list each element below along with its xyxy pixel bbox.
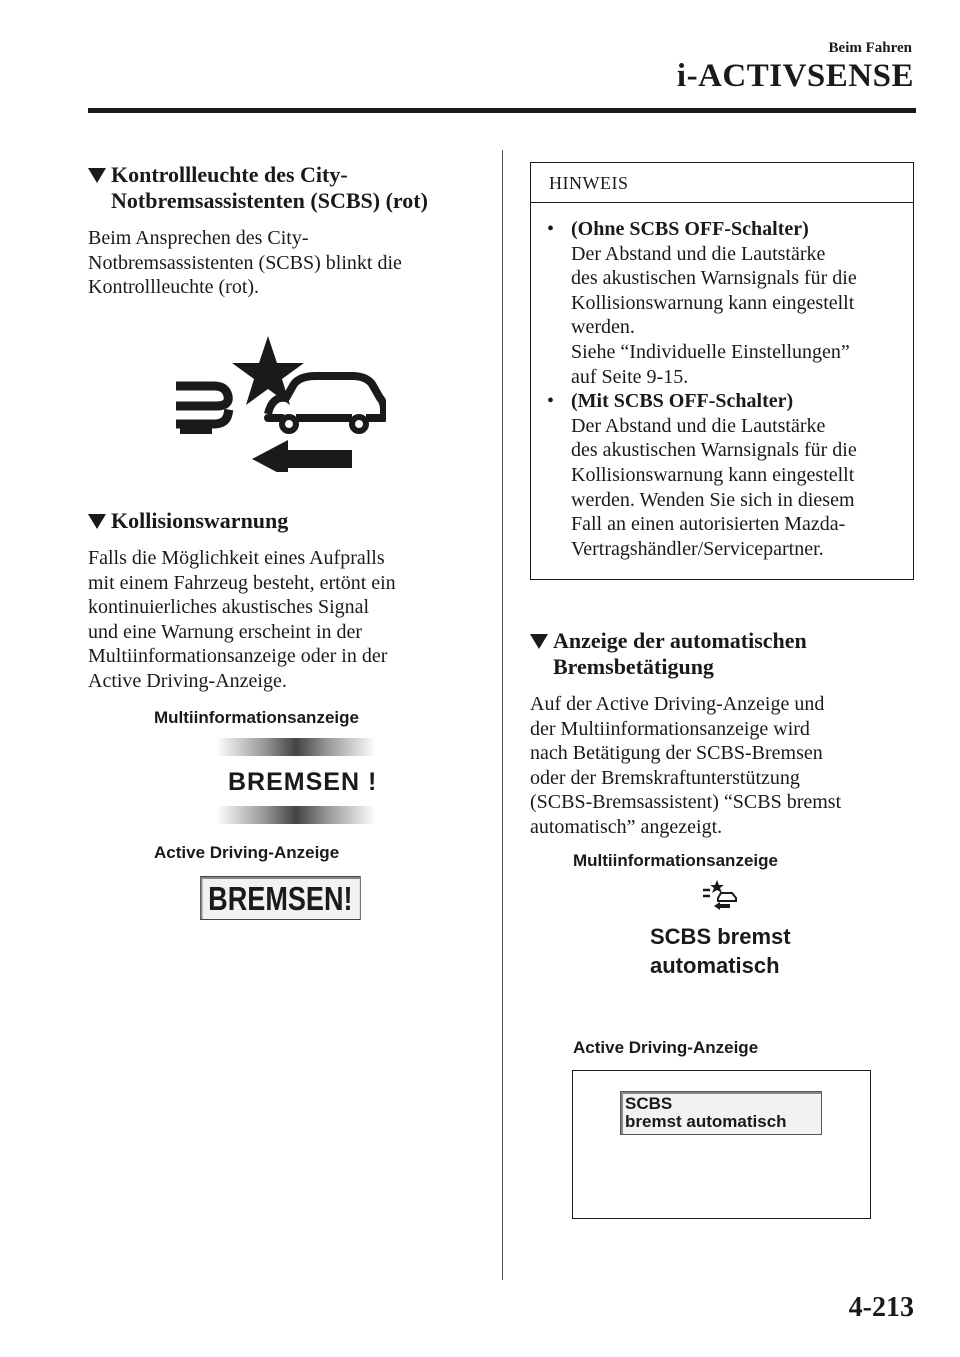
text-line: (SCBS-Bremsassistent) “SCBS bremst bbox=[530, 791, 842, 813]
text-line: Siehe “Individuelle Einstellungen” bbox=[571, 340, 850, 363]
scbs-warning-lamp-icon bbox=[176, 336, 386, 472]
figure-label-multiinformation-right: Multiinformationsanzeige bbox=[573, 851, 778, 870]
heading-kollisionswarnung bbox=[88, 508, 488, 534]
scbs-small-icon bbox=[702, 880, 738, 910]
text-line: Kollisionswarnung kann eingestellt bbox=[571, 463, 855, 486]
section-marker-icon bbox=[88, 168, 106, 183]
figure-label-active-driving-right: Active Driving-Anzeige bbox=[573, 1038, 759, 1057]
text-line: automatisch” angezeigt. bbox=[530, 815, 723, 838]
running-header-section: Beim Fahren bbox=[828, 40, 912, 56]
text-line: werden. bbox=[571, 316, 635, 339]
text-line: SCBS bbox=[625, 1094, 673, 1113]
text-line: oder der Bremskraftunterstützung bbox=[530, 766, 800, 789]
text-line: des akustischen Warnsignals für die bbox=[571, 439, 857, 462]
note-item-title: (Mit SCBS OFF-Schalter) bbox=[571, 390, 794, 413]
text-line: automatisch bbox=[650, 953, 780, 978]
text-line: Active Driving-Anzeige. bbox=[88, 669, 287, 692]
paragraph-kontrollleuchte bbox=[88, 226, 488, 300]
text-line: Falls die Möglichkeit eines Aufpralls bbox=[88, 547, 385, 569]
heading-line: Notbremsassistenten (SCBS) (rot) bbox=[111, 188, 428, 213]
header-rule bbox=[88, 108, 916, 113]
text-line: Vertragshändler/Servicepartner. bbox=[571, 537, 824, 560]
heading-line: Bremsbetätigung bbox=[553, 654, 714, 679]
text-line: Auf der Active Driving-Anzeige und bbox=[530, 693, 825, 715]
figure-label-multiinformation: Multiinformationsanzeige bbox=[154, 708, 359, 727]
note-item bbox=[545, 389, 905, 561]
heading-kontrollleuchte bbox=[88, 162, 488, 214]
note-items bbox=[545, 217, 905, 561]
text-line: des akustischen Warnsignals für die bbox=[571, 267, 857, 290]
display-bar-bottom bbox=[216, 806, 376, 824]
column-divider bbox=[502, 150, 503, 1280]
note-heading: HINWEIS bbox=[531, 163, 913, 203]
hinweis-note-box bbox=[530, 162, 914, 580]
text-line: mit einem Fahrzeug besteht, ertönt ein bbox=[88, 571, 396, 594]
active-driving-scbs-message bbox=[620, 1091, 822, 1135]
active-driving-warning: BREMSEN! bbox=[200, 876, 361, 920]
text-line: und eine Warnung erscheint in der bbox=[88, 620, 363, 643]
text-line: Der Abstand und die Lautstärke bbox=[571, 414, 826, 437]
text-line: Beim Ansprechen des City- bbox=[88, 227, 309, 249]
note-item-title: (Ohne SCBS OFF-Schalter) bbox=[571, 218, 809, 240]
text-line: der Multiinformationsanzeige wird bbox=[530, 717, 810, 740]
section-marker-icon bbox=[530, 634, 548, 649]
text-line: Fall an einen autorisierten Mazda- bbox=[571, 513, 846, 536]
text-line: Multiinformationsanzeige oder in der bbox=[88, 645, 388, 667]
heading-anzeige-bremsbetaetigung bbox=[530, 628, 920, 680]
heading-line: Kontrollleuchte des City- bbox=[111, 162, 348, 187]
running-header-title: i-ACTIVSENSE bbox=[676, 58, 914, 94]
text-line: kontinuierliches akustisches Signal bbox=[88, 596, 370, 618]
page-number: 4-213 bbox=[848, 1292, 914, 1323]
text-line: Kollisionswarnung kann eingestellt bbox=[571, 291, 855, 314]
text-line: nach Betätigung der SCBS-Bremsen bbox=[530, 742, 823, 764]
paragraph-kollisionswarnung bbox=[88, 546, 488, 693]
mid-scbs-text bbox=[650, 922, 791, 980]
heading-line: Anzeige der automatischen bbox=[553, 628, 807, 653]
mid-warning-text: BREMSEN ! bbox=[228, 768, 378, 796]
bullet-icon: • bbox=[547, 218, 555, 240]
note-item bbox=[545, 217, 905, 389]
text-line: bremst automatisch bbox=[625, 1112, 787, 1131]
heading-line: Kollisionswarnung bbox=[111, 508, 289, 533]
text-line: SCBS bremst bbox=[650, 924, 791, 949]
section-marker-icon bbox=[88, 514, 106, 529]
text-line: Der Abstand und die Lautstärke bbox=[571, 242, 826, 265]
text-line: auf Seite 9-15. bbox=[571, 365, 689, 388]
figure-label-active-driving: Active Driving-Anzeige bbox=[154, 843, 340, 862]
text-line: werden. Wenden Sie sich in diesem bbox=[571, 488, 855, 511]
display-bar-top bbox=[216, 738, 376, 756]
text-line: Notbremsassistenten (SCBS) blinkt die bbox=[88, 251, 402, 274]
text-line: Kontrollleuchte (rot). bbox=[88, 276, 260, 298]
bullet-icon: • bbox=[547, 390, 555, 413]
paragraph-bremsbetaetigung bbox=[530, 692, 920, 839]
